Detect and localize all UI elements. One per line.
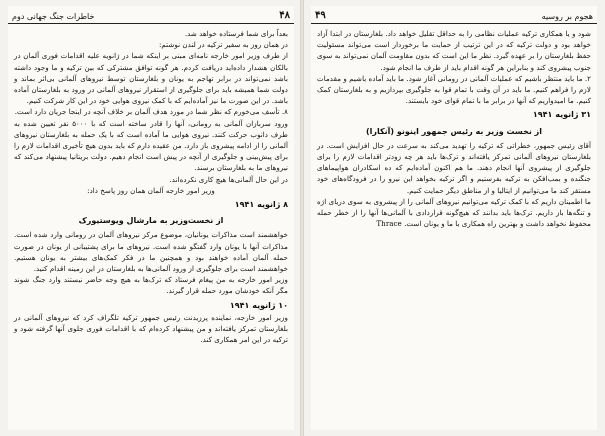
- left-page-number: ۴۸: [279, 10, 290, 21]
- right-page-number: ۴۹: [315, 10, 326, 21]
- paragraph: از طرف وزیر امور خارجه نامه‌ای مبنی بر اینکه شما در ژانویه علیه اقدامات فوری آلمان در بالکان هشدار داده‌اید دریافت کردم. هر گونه توافق مشترکی که بین ترکیه و ما وجود داشته باشد نمی‌تواند در برابر تهاجم به یونان و بلغارستان توسط نیروهای آلمانی بی‌اثر بماند و دولت شما همیشه باید برای جلوگیری از استقرار نیروهای آلمانی در ورود به بلغارستان آماده باشد. در این صورت ما نیز آماده‌ایم که با کمک نیروی هوایی خود در این کار شرکت کنیم.: [14, 51, 288, 106]
- paragraph: ‏۲. ما باید منتظر باشیم که عملیات آلمانی در رومانی آغاز شود. ما باید آماده باشیم و مقدمات لازم را فراهم کنیم. ما باید در آن وقت با تمام قوا به جلوگیری بپردازیم و به بلغارستان کمک کنیم. ما امیدواریم که آنها در برابر ما با تمام قوای خود بایستند.: [317, 73, 591, 106]
- paragraph: وزیر امور خارجه به من پیغام فرستاد که ترک‌ها به هیچ وجه حاضر نیستند وارد جنگ شوند مگر آنکه خودشان مورد حمله قرار گیرند.: [14, 275, 288, 296]
- right-page-body: [311, 24, 597, 229]
- date-heading: ۱۰ ژانویه ۱۹۴۱: [229, 300, 288, 310]
- date-heading: ۸ ژانویه ۱۹۴۱: [234, 200, 288, 210]
- date-heading: ۳۱ ژانویه ۱۹۴۱: [532, 110, 591, 120]
- paragraph: شود و یا همکاری ترکیه عملیات نظامی را به حداقل تقلیل خواهد داد. بلغارستان در ابتدا آزاد خواهد بود و دولت ترکیه که در این ترتیب از حمایت ما برخوردار است می‌تواند مسئولیت حفظ بلغارستان را بر عهده گیرد. نظر ما این است که بدون مقاومت آلمان نمی‌تواند به سوی جنوب پیشروی کند و بنابراین هر گونه اقدام باید از طرف ما انجام شود.: [317, 29, 591, 72]
- left-running-title: خاطرات جنگ جهانی دوم: [12, 12, 95, 21]
- paragraph: آقای رئیس جمهور، خطراتی که ترکیه را تهدید می‌کند به سرعت در حال افزایش است. در بلغارستان نیروهای آلمانی تمرکز یافته‌اند و ترک‌ها باید هر چه زودتر اقدامات لازم را برای جلوگیری از پیشروی آنها انجام دهند. ما هم اکنون آماده‌ایم که ده اسکادران هواپیماهای جنگنده و بمب‌افکن به ترکیه بفرستیم و اگر ترکیه بخواهد این نیرو را در فرودگاه‌های خود مستقر کند ما می‌توانیم از ایتالیا و از مناطق دیگر حمایت کنیم.: [317, 140, 591, 195]
- section-title: از نخست وزیر به رئیس جمهور اینونو (آنکارا): [366, 126, 542, 136]
- right-running-title: هجوم بر روسیه: [541, 12, 593, 21]
- book-gutter: [300, 0, 304, 436]
- paragraph: خواهشمند است مذاکرات یونانیان، موضوع مرکز نیروهای آلمان در رومانی وارد شده است. مذاکرات آنها با یونان وارد گفتگو شده است. نیروهای ما برای پشتیبانی از یونان در صورت حمله آلمان آماده خواهند بود و همچنین ما در فکر کمک‌های بیشتر به یونان هستیم. خواهشمند است برای جلوگیری از ورود آلمانی‌ها به بلغارستان در این زمینه اقدام کنید.: [14, 230, 288, 274]
- paragraph: ما اطمینان داریم که با کمک ترکیه می‌توانیم نیروهای آلمانی را از پیشروی به سوی دریای اژه و تنگه‌ها باز داریم. ترک‌ها باید بدانند که هیچ‌گونه قراردادی با آلمانی‌ها آنها را از خطر حمله محفوظ نخواهد داشت و بهترین راه همکاری با ما و یونان است. Thrace: [317, 196, 591, 229]
- paragraph: در این حال آلمانی‌ها هیچ کاری نکرده‌اند.: [169, 174, 288, 184]
- section-title: از نخست‌وزیر به مارشال ویوستیورک: [78, 216, 224, 226]
- paragraph: در همان روز به سفیر ترکیه در لندن نوشتم:: [158, 40, 288, 50]
- paragraph: ورود سربازان آلمانی به رومانی، آنها را قادر ساخته است که با ۵۰۰۰ نفر تعیین شده به طرف دانوب حرکت کنند. نیروی هوایی ما آماده است که با یک حمله به بلغارستان نیروهای آلمانی را از ادامه پیشروی باز دارد. من عقیده دارم که باید بدون هیچ تأخیری اقدامات لازم را برای پیش‌بینی و جلوگیری از آنچه در پیش است انجام دهیم. دولت بریتانیا پیشنهاد می‌کند که نیروهای ما به بلغارستان برسند.: [14, 118, 288, 173]
- left-page: [8, 6, 294, 430]
- signature-line: وزیر امور خارجه آلمان همان روز پاسخ داد:: [87, 185, 215, 195]
- paragraph: بعداً برای شما فرستاده خواهد شد.: [184, 29, 288, 38]
- right-page: [311, 6, 597, 430]
- left-page-header: [8, 6, 294, 24]
- left-page-body: [8, 24, 294, 345]
- paragraph: ‏۸. تأسف می‌خورم که نظر شما در مورد هدف آلمان بر خلاف آنچه در اینجا جریان دارد است.: [14, 107, 288, 117]
- paragraph: وزیر امور خارجه، نماینده پرزیدنت رئیس جمهور ترکیه تلگراف کرد که نیروهای آلمانی در بلغارستان تمرکز یافته‌اند و من پیشنهاد کرده‌ام که با اقدامات فوری جلوی آنها گرفته شود و ترکیه در این امر همکاری کند.: [14, 312, 288, 345]
- right-page-header: [311, 6, 597, 24]
